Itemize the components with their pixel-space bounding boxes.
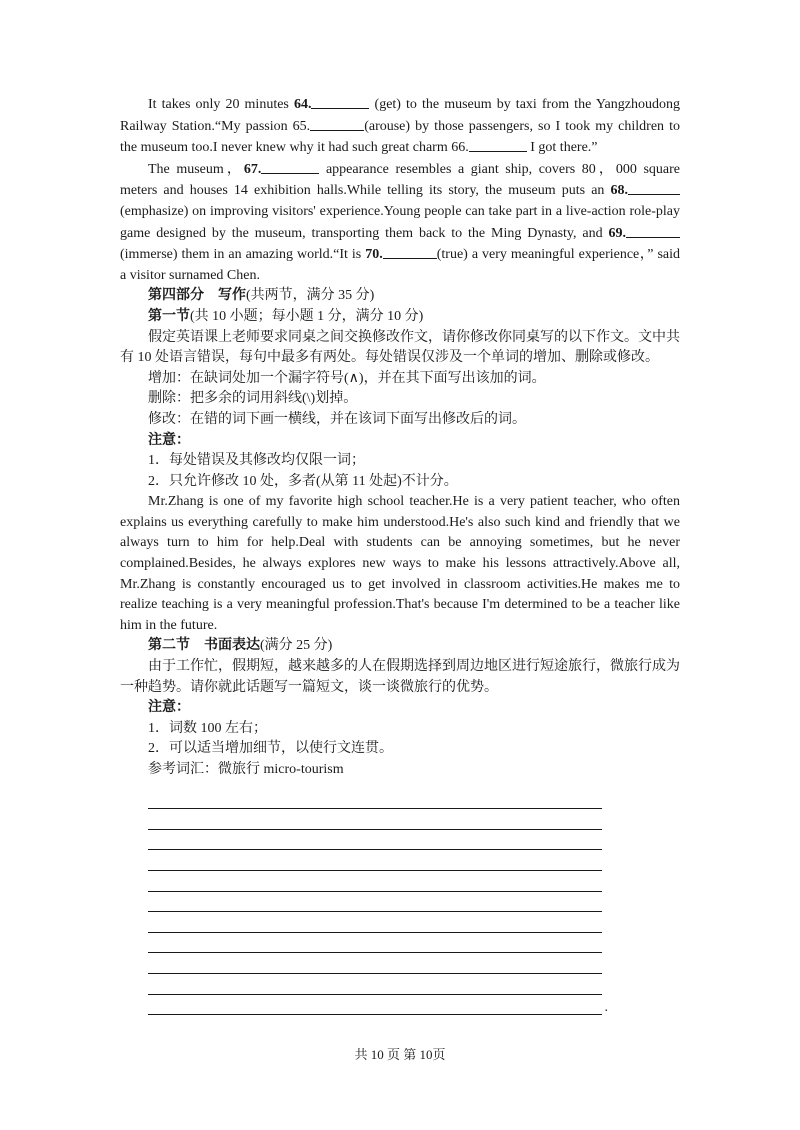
- answer-blank-66[interactable]: [469, 137, 527, 152]
- question-number-69: 69.: [608, 225, 626, 241]
- text: (immerse) them in an amazing world.“It is: [120, 247, 366, 263]
- section1-note-2: 2．只允许修改 10 处，多者(从第 11 处起)不计分。: [148, 473, 458, 489]
- answer-blank-68[interactable]: [628, 180, 680, 195]
- section2-heading: [120, 636, 680, 657]
- writing-line[interactable]: [148, 933, 602, 954]
- section1-score: (共 10 小题；每小题 1 分，满分 10 分): [190, 308, 424, 324]
- writing-area[interactable]: [120, 789, 680, 1016]
- answer-blank-67[interactable]: [261, 159, 319, 174]
- answer-blank-65[interactable]: [310, 116, 364, 131]
- section2-note-1: 1．词数 100 左右；: [148, 720, 267, 736]
- question-number-67: 67.: [243, 161, 262, 177]
- text: (emphasize) on improving visitors' experience.Young people can take part in a live-action role-play game designed by the museum, transporting them back to the Ming Dynasty, and: [120, 203, 680, 241]
- answer-blank-64[interactable]: [311, 94, 369, 109]
- end-period: .: [604, 999, 608, 1015]
- section2-score: (满分 25 分): [260, 638, 333, 654]
- writing-line[interactable]: [148, 789, 602, 810]
- writing-line[interactable]: [148, 912, 602, 933]
- instruction-modify: 修改：在错的词下画一横线，并在该词下面写出修改后的词。: [148, 411, 526, 427]
- part4-score: (共两节，满分 35 分): [246, 288, 375, 304]
- text: I got there.”: [526, 140, 598, 156]
- question-number-68: 68.: [610, 183, 628, 199]
- correction-passage: Mr.Zhang is one of my favorite high school teacher.He is a very patient teacher, who often explains us everything carefully to make him understood.He's also such kind and friendly that we always turn to him for help.Deal with students can be annoying sometimes, but he never complained.Besides, he always explores new ways to make his lessons attractively.Above all, Mr.Zhang is constantly encouraged us to get involved in classroom activities.He makes me to realize teaching is a very meaningful profession.That's because I'm determined to be a teacher like him in the future.: [120, 494, 680, 633]
- section1-note-title: 注意：: [148, 432, 190, 448]
- section2-vocab: 参考词汇：微旅行 micro-tourism: [148, 762, 344, 777]
- reading-paragraph-1: [120, 94, 680, 159]
- writing-line[interactable]: [148, 809, 602, 830]
- writing-line[interactable]: [148, 892, 602, 913]
- instruction-add: 增加：在缺词处加一个漏字符号(∧)，并在其下面写出该加的词。: [148, 370, 546, 386]
- section1-title: 第一节: [148, 308, 190, 324]
- text: It takes only 20 minutes: [148, 97, 294, 112]
- text: (arouse) by those passengers, so I took my children to the museum too.I never knew why it had such great charm 66.: [120, 118, 680, 156]
- answer-blank-70[interactable]: [383, 244, 437, 259]
- section1-note-1: 1．每处错误及其修改均仅限一词；: [148, 453, 365, 469]
- writing-line[interactable]: [148, 830, 602, 851]
- section2-note-title: 注意：: [148, 700, 190, 716]
- writing-line-last[interactable]: [148, 995, 608, 1016]
- writing-line[interactable]: [148, 953, 602, 974]
- section2-intro: 由于工作忙，假期短，越来越多的人在假期选择到周边地区进行短途旅行，微旅行成为一种趋势。请你就此话题写一篇短文，谈一谈微旅行的优势。: [120, 659, 680, 695]
- text: appearance resembles a giant ship, covers 80，000 square meters and houses 14 exhibition halls.While telling its story, the museum puts an: [120, 161, 681, 199]
- section1-intro: 假定英语课上老师要求同桌之间交换修改作文，请你修改你同桌写的以下作文。文中共有 10 处语言错误，每句中最多有两处。每处错误仅涉及一个单词的增加、删除或修改。: [120, 329, 680, 366]
- answer-blank-69[interactable]: [626, 223, 680, 238]
- text: (true) a very meaningful experience，” said a visitor surnamed Chen.: [120, 247, 680, 283]
- section1-heading: [120, 307, 680, 328]
- reading-paragraph-2: [120, 159, 680, 287]
- section2-title: 第二节 书面表达: [148, 638, 260, 654]
- question-number-64: 64.: [293, 97, 312, 112]
- writing-line[interactable]: [148, 871, 602, 892]
- section2-note-2: 2．可以适当增加细节，以使行文连贯。: [148, 741, 393, 757]
- page-footer: 共 10 页 第 10页: [354, 1047, 446, 1062]
- page-content: [120, 94, 680, 1015]
- part4-title: 第四部分 写作: [148, 288, 246, 304]
- writing-line[interactable]: [148, 974, 602, 995]
- question-number-70: 70.: [365, 247, 383, 263]
- part4-heading: [120, 286, 680, 307]
- text: (get) to the museum by taxi from the Yangzhoudong Railway Station.“My passion 65.: [120, 97, 680, 134]
- instruction-delete: 删除：把多余的词用斜线(\)划掉。: [148, 391, 358, 407]
- text: The museum，: [148, 161, 244, 177]
- writing-line[interactable]: [148, 850, 602, 871]
